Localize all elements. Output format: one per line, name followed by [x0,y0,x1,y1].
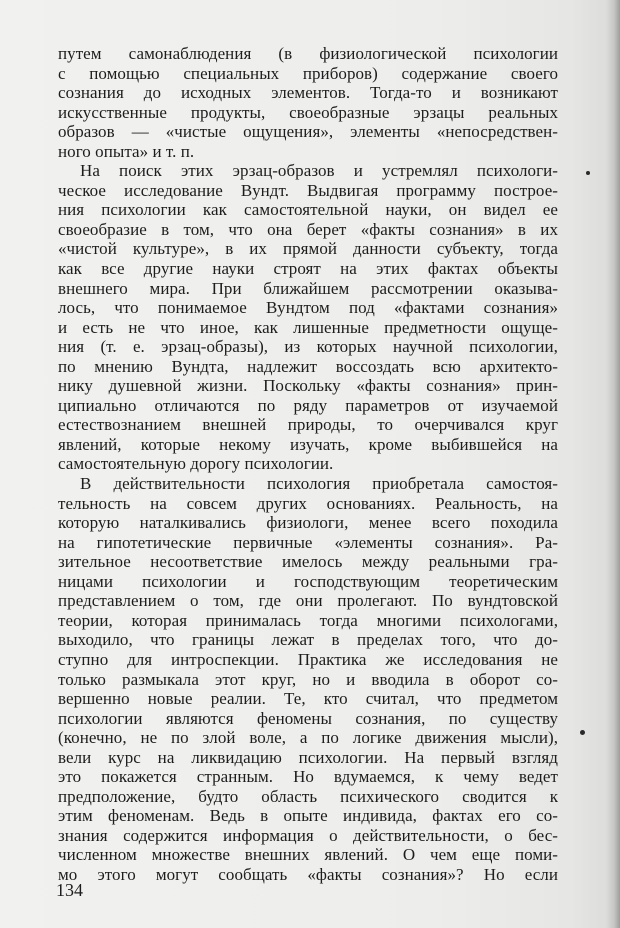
text-line: на гипотетические первичные «элементы сознания». Ра- [58,532,558,552]
text-line: ческое исследование Вундт. Выдвигая программу построе- [58,180,558,200]
body-text [58,44,558,885]
scan-speck [580,730,585,735]
text-line: которую наталкивались физиологи, менее всего походила [58,513,558,533]
text-line: образов — «чистые ощущения», элементы «непосредствен- [58,122,558,142]
text-line: ния (т. е. эрзац-образы), из которых научной психологии, [58,337,558,357]
text-line: вершенно новые реалии. Те, кто считал, что предметом [58,689,558,709]
page-edge-shadow [606,0,620,928]
text-line: явлений, которые некому изучать, кроме выбившейся на [58,434,558,454]
text-line: ного опыта» и т. п. [58,141,195,161]
text-line: представлением о том, где они пролегают. По вундтовской [58,591,558,611]
text-line: как все другие науки строят на этих фактах объекты [58,259,558,279]
text-line: только размыкала этот круг, но и вводила в оборот со- [58,669,558,689]
text-line: тельность на совсем других основаниях. Реальность, на [58,493,558,513]
paragraph-start-line: В действительности психология приобретала самостоя- [80,474,558,494]
scan-speck [586,171,590,175]
text-line: самостоятельную дорогу психологии. [58,454,334,474]
page-number: 134 [56,880,83,900]
text-line: мо этого могут сообщать «факты сознания»? Но если [58,864,558,884]
text-line: по мнению Вундта, надлежит воссоздать всю архитекто- [58,356,558,376]
text-line: этим феноменам. Ведь в опыте индивида, фактах его со- [58,806,558,826]
text-line: теории, которая принималась тогда многими психологами, [58,610,558,630]
text-line: путем самонаблюдения (в физиологической психологии [58,44,558,63]
text-line: это покажется странным. Но вдумаемся, к чему ведет [58,767,558,787]
text-line: сознания до исходных элементов. Тогда-то и возникают [58,83,558,103]
text-line: естествознанием внешней природы, то очерчивался круг [58,415,558,435]
text-line: нику душевной жизни. Поскольку «факты сознания» прин- [58,376,558,396]
text-line: психологии являются феномены сознания, по существу [58,708,558,728]
text-line: «чистой культуре», в их прямой данности субъекту, тогда [58,239,558,259]
text-line: вели курс на ликвидацию психологии. На первый взгляд [58,747,558,767]
text-line: своеобразие в том, что она берет «факты сознания» в их [58,219,558,239]
text-line: ципиально отличаются по ряду параметров от изучаемой [58,395,558,415]
text-line: ния психологии как самостоятельной науки, он видел ее [58,200,558,220]
text-line: искусственные продукты, своеобразные эрзацы реальных [58,102,558,122]
text-line: лось, что понимаемое Вундтом под «фактами сознания» [58,298,558,318]
paragraph-start-line: На поиск этих эрзац-образов и устремлял психологи- [80,161,558,181]
text-line: ступно для интроспекции. Практика же исследования не [58,649,558,669]
text-line: ницами психологии и господствующим теоретическим [58,571,558,591]
text-line: внешнего мира. При ближайшем рассмотрении оказыва- [58,278,558,298]
text-line: предположение, будто область психического сводится к [58,786,558,806]
text-line: и есть не что иное, как лишенные предметности ощуще- [58,317,558,337]
text-line: зительное несоответствие имелось между реальными гра- [58,552,558,572]
text-line: знания содержится информация о действительности, о бес- [58,825,558,845]
text-line: выходило, что границы лежат в пределах того, что до- [58,630,558,650]
text-line: с помощью специальных приборов) содержание своего [58,63,558,83]
text-line: численном множестве внешних явлений. О чем еще поми- [58,845,558,865]
text-line: (конечно, не по злой воле, а по логике движения мысли), [58,728,558,748]
